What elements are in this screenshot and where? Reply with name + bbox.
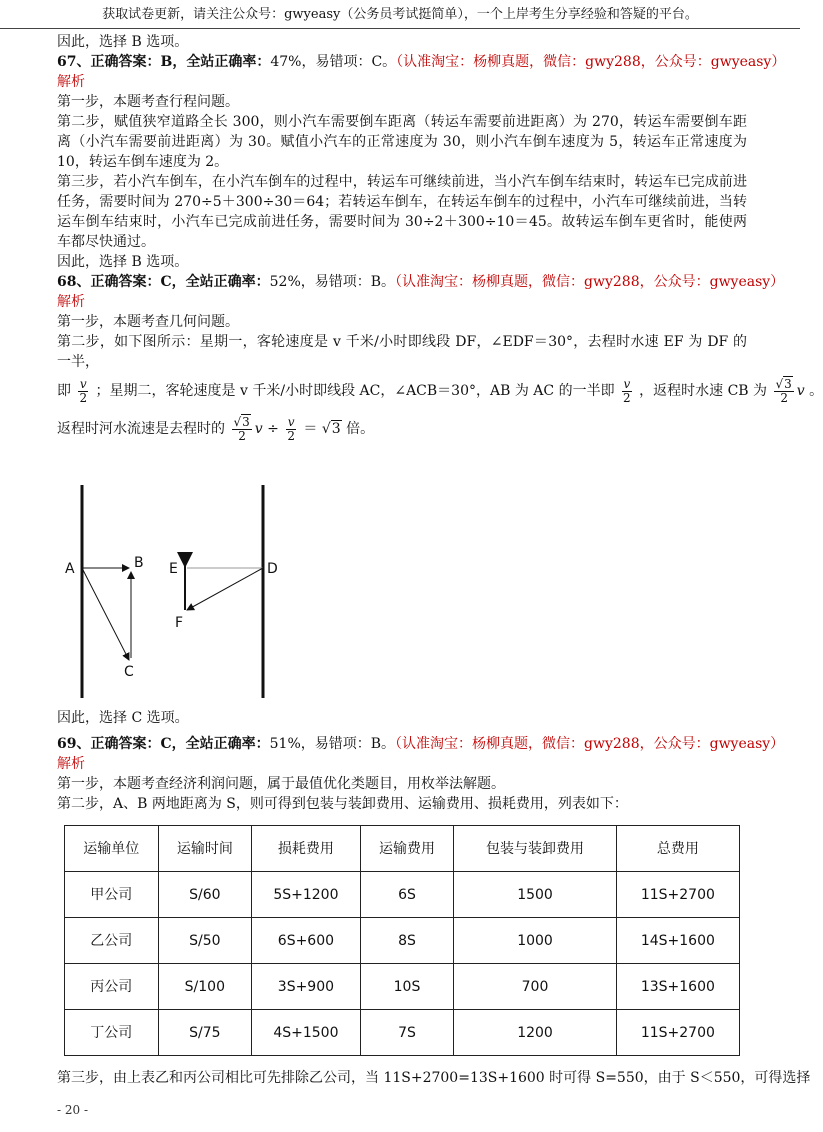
label-a: A [65,561,75,577]
table-cell: S/75 [158,1010,252,1056]
q67-answer-head: 67、正确答案：B，全站正确率： [57,54,271,70]
q67-conclusion: 因此，选择 B 选项。 [57,254,189,270]
q68-m2a: 返程时河水流速是去程时的 [57,421,225,437]
table-cell: 10S [360,964,454,1010]
q69-promo: （认准淘宝：杨柳真题，微信：gwy288，公众号：gwyeasy） [395,736,785,752]
table-cell: S/60 [158,872,252,918]
sqrt-3: √3 [321,421,341,437]
table-cell: 乙公司 [65,918,159,964]
fraction-sqrt3-over-2: $\frac{√3}{2}$ [775,376,792,405]
table-row [65,1010,740,1056]
geometry-diagram [57,480,297,705]
table-cell: 7S [360,1010,454,1056]
page-number: - 20 - [57,1103,89,1117]
table-cell: 5S+1200 [252,872,361,918]
q69-step2: 第二步，A、B 两地距离为 S，则可得到包装与装卸费用、运输费用、损耗费用，列表如下： [57,796,628,812]
table-cell: 6S [360,872,454,918]
page-content [57,32,823,448]
label-d: D [267,561,278,577]
q69-analysis-label: 解析 [57,756,85,772]
q68-m2c: ＝ [303,421,318,437]
q68-math-line-1: 即 $\frac{v}{2}$ ；星期二，客轮速度是 v 千米/小时即线段 AC，∠ACB＝30°，AB 为 AC 的一半即 $\frac{v}{2}$ ，返程时水速 CB 为 $\frac{√3}{2}$ v 。 [57,376,823,405]
q68-m2b: ÷ [267,421,279,437]
label-b: B [134,555,144,571]
table-cell: 丁公司 [65,1010,159,1056]
table-header-cell: 运输单位 [65,826,159,872]
q69-step1: 第一步，本题考查经济利润问题，属于最值优化类题目，用枚举法解题。 [57,776,505,792]
table-cell: 甲公司 [65,872,159,918]
q67-promo: （认准淘宝：杨柳真题，微信：gwy288，公众号：gwyeasy） [396,54,786,70]
q66-conclusion: 因此，选择 B 选项。 [57,34,189,50]
table-cell: 11S+2700 [616,1010,739,1056]
q68-q69-section [57,708,785,814]
table-cell: 丙公司 [65,964,159,1010]
label-c: C [124,664,134,680]
segment-ac [82,568,129,660]
table-cell: S/100 [158,964,252,1010]
q68-m1b: ；星期二，客轮速度是 v 千米/小时即线段 AC，∠ACB＝30°，AB 为 AC 的一半即 [95,383,615,399]
table-cell: 11S+2700 [616,872,739,918]
table-cell: 1000 [454,918,617,964]
page-header: 获取试卷更新，请关注公众号：gwyeasy（公务员考试挺简单），一个上岸考生分享经验和答疑的平台。 [0,4,800,29]
fraction-sqrt3-over-2: $\frac{√3}{2}$ [233,414,250,443]
q68-m1c: ，返程时水速 CB 为 [639,383,768,399]
q68-m1a: 即 [57,383,71,399]
q68-m2d: 倍。 [346,421,375,437]
table-header-cell: 损耗费用 [252,826,361,872]
q67-step3: 第三步，若小汽车倒车，在小汽车倒车的过程中，转运车可继续前进，当小汽车倒车结束时，转运车已完成前进任务，需要时间为 270÷5＋300÷30＝64；若转运车倒车，在转运车倒车的过程中，小汽车可继续前进，当转运车倒车结束时，小汽车已完成前进任务，需要时间为 30÷2＋300÷10＝45。故转运车倒车更省时，能使两车都尽快通过。 [57,174,747,250]
table-row [65,918,740,964]
table-cell: 13S+1600 [616,964,739,1010]
table-header-cell: 包装与装卸费用 [454,826,617,872]
table-cell: S/50 [158,918,252,964]
q68-promo: （认准淘宝：杨柳真题，微信：gwy288，公众号：gwyeasy） [395,274,785,290]
q68-analysis-label: 解析 [57,294,85,310]
table-cell: 14S+1600 [616,918,739,964]
q67-answer-line [57,52,786,72]
table-cell: 700 [454,964,617,1010]
q68-answer-line [57,272,785,292]
table-header-cell: 运输费用 [360,826,454,872]
q68-rate: 52%，易错项：B。 [269,274,396,290]
label-e: E [169,561,178,577]
q67-rate: 47%，易错项：C。 [270,54,397,70]
q68-answer-head: 68、正确答案：C，全站正确率： [57,274,270,290]
table-cell: 8S [360,918,454,964]
q67-step2: 第二步，赋值狭窄道路全长 300，则小汽车需要倒车距离（转运车需要前进距离）为 270，转运车需要倒车距离（小汽车需要前进距离）为 30。赋值小汽车的正常速度为 30，则小汽车倒车速度为 5，转运车正常速度为 10，转运车倒车速度为 2。 [57,114,747,170]
q68-conclusion: 因此，选择 C 选项。 [57,710,189,726]
table-row [65,872,740,918]
q68-step2: 第二步，如下图所示：星期一，客轮速度是 v 千米/小时即线段 DF，∠EDF＝30°，去程时水速 EF 为 DF 的一半， [57,334,747,370]
table-cell: 6S+600 [252,918,361,964]
q67-analysis-label: 解析 [57,74,85,90]
q68-step1: 第一步，本题考查几何问题。 [57,314,239,330]
table-row [65,964,740,1010]
fraction-v-over-2: $\frac{v}{2}$ [287,414,295,443]
q69-rate: 51%，易错项：B。 [269,736,396,752]
q69-answer-line [57,734,785,754]
cost-table [64,825,740,1056]
segment-df [187,568,263,610]
table-cell: 1200 [454,1010,617,1056]
label-f: F [175,615,184,631]
table-header-cell: 总费用 [616,826,739,872]
q68-m1d: 。 [809,383,823,399]
q67-step1: 第一步，本题考查行程问题。 [57,94,239,110]
fraction-v-over-2: $\frac{v}{2}$ [79,376,88,405]
table-cell: 4S+1500 [252,1010,361,1056]
table-cell: 3S+900 [252,964,361,1010]
q69-answer-head: 69、正确答案：C，全站正确率： [57,736,270,752]
q68-math-line-2: 返程时河水流速是去程时的 $\frac{√3}{2}$ v ÷ $\frac{v}{2}$ ＝ √3 倍。 [57,414,375,443]
table-cell: 1500 [454,872,617,918]
fraction-v-over-2: $\frac{v}{2}$ [623,376,631,405]
table-header-row [65,826,740,872]
table-header-cell: 运输时间 [158,826,252,872]
q69-step3: 第三步，由上表乙和丙公司相比可先排除乙公司，当 11S+2700=13S+1600 时可得 S=550，由于 S＜550，可得选择 [57,1070,811,1086]
